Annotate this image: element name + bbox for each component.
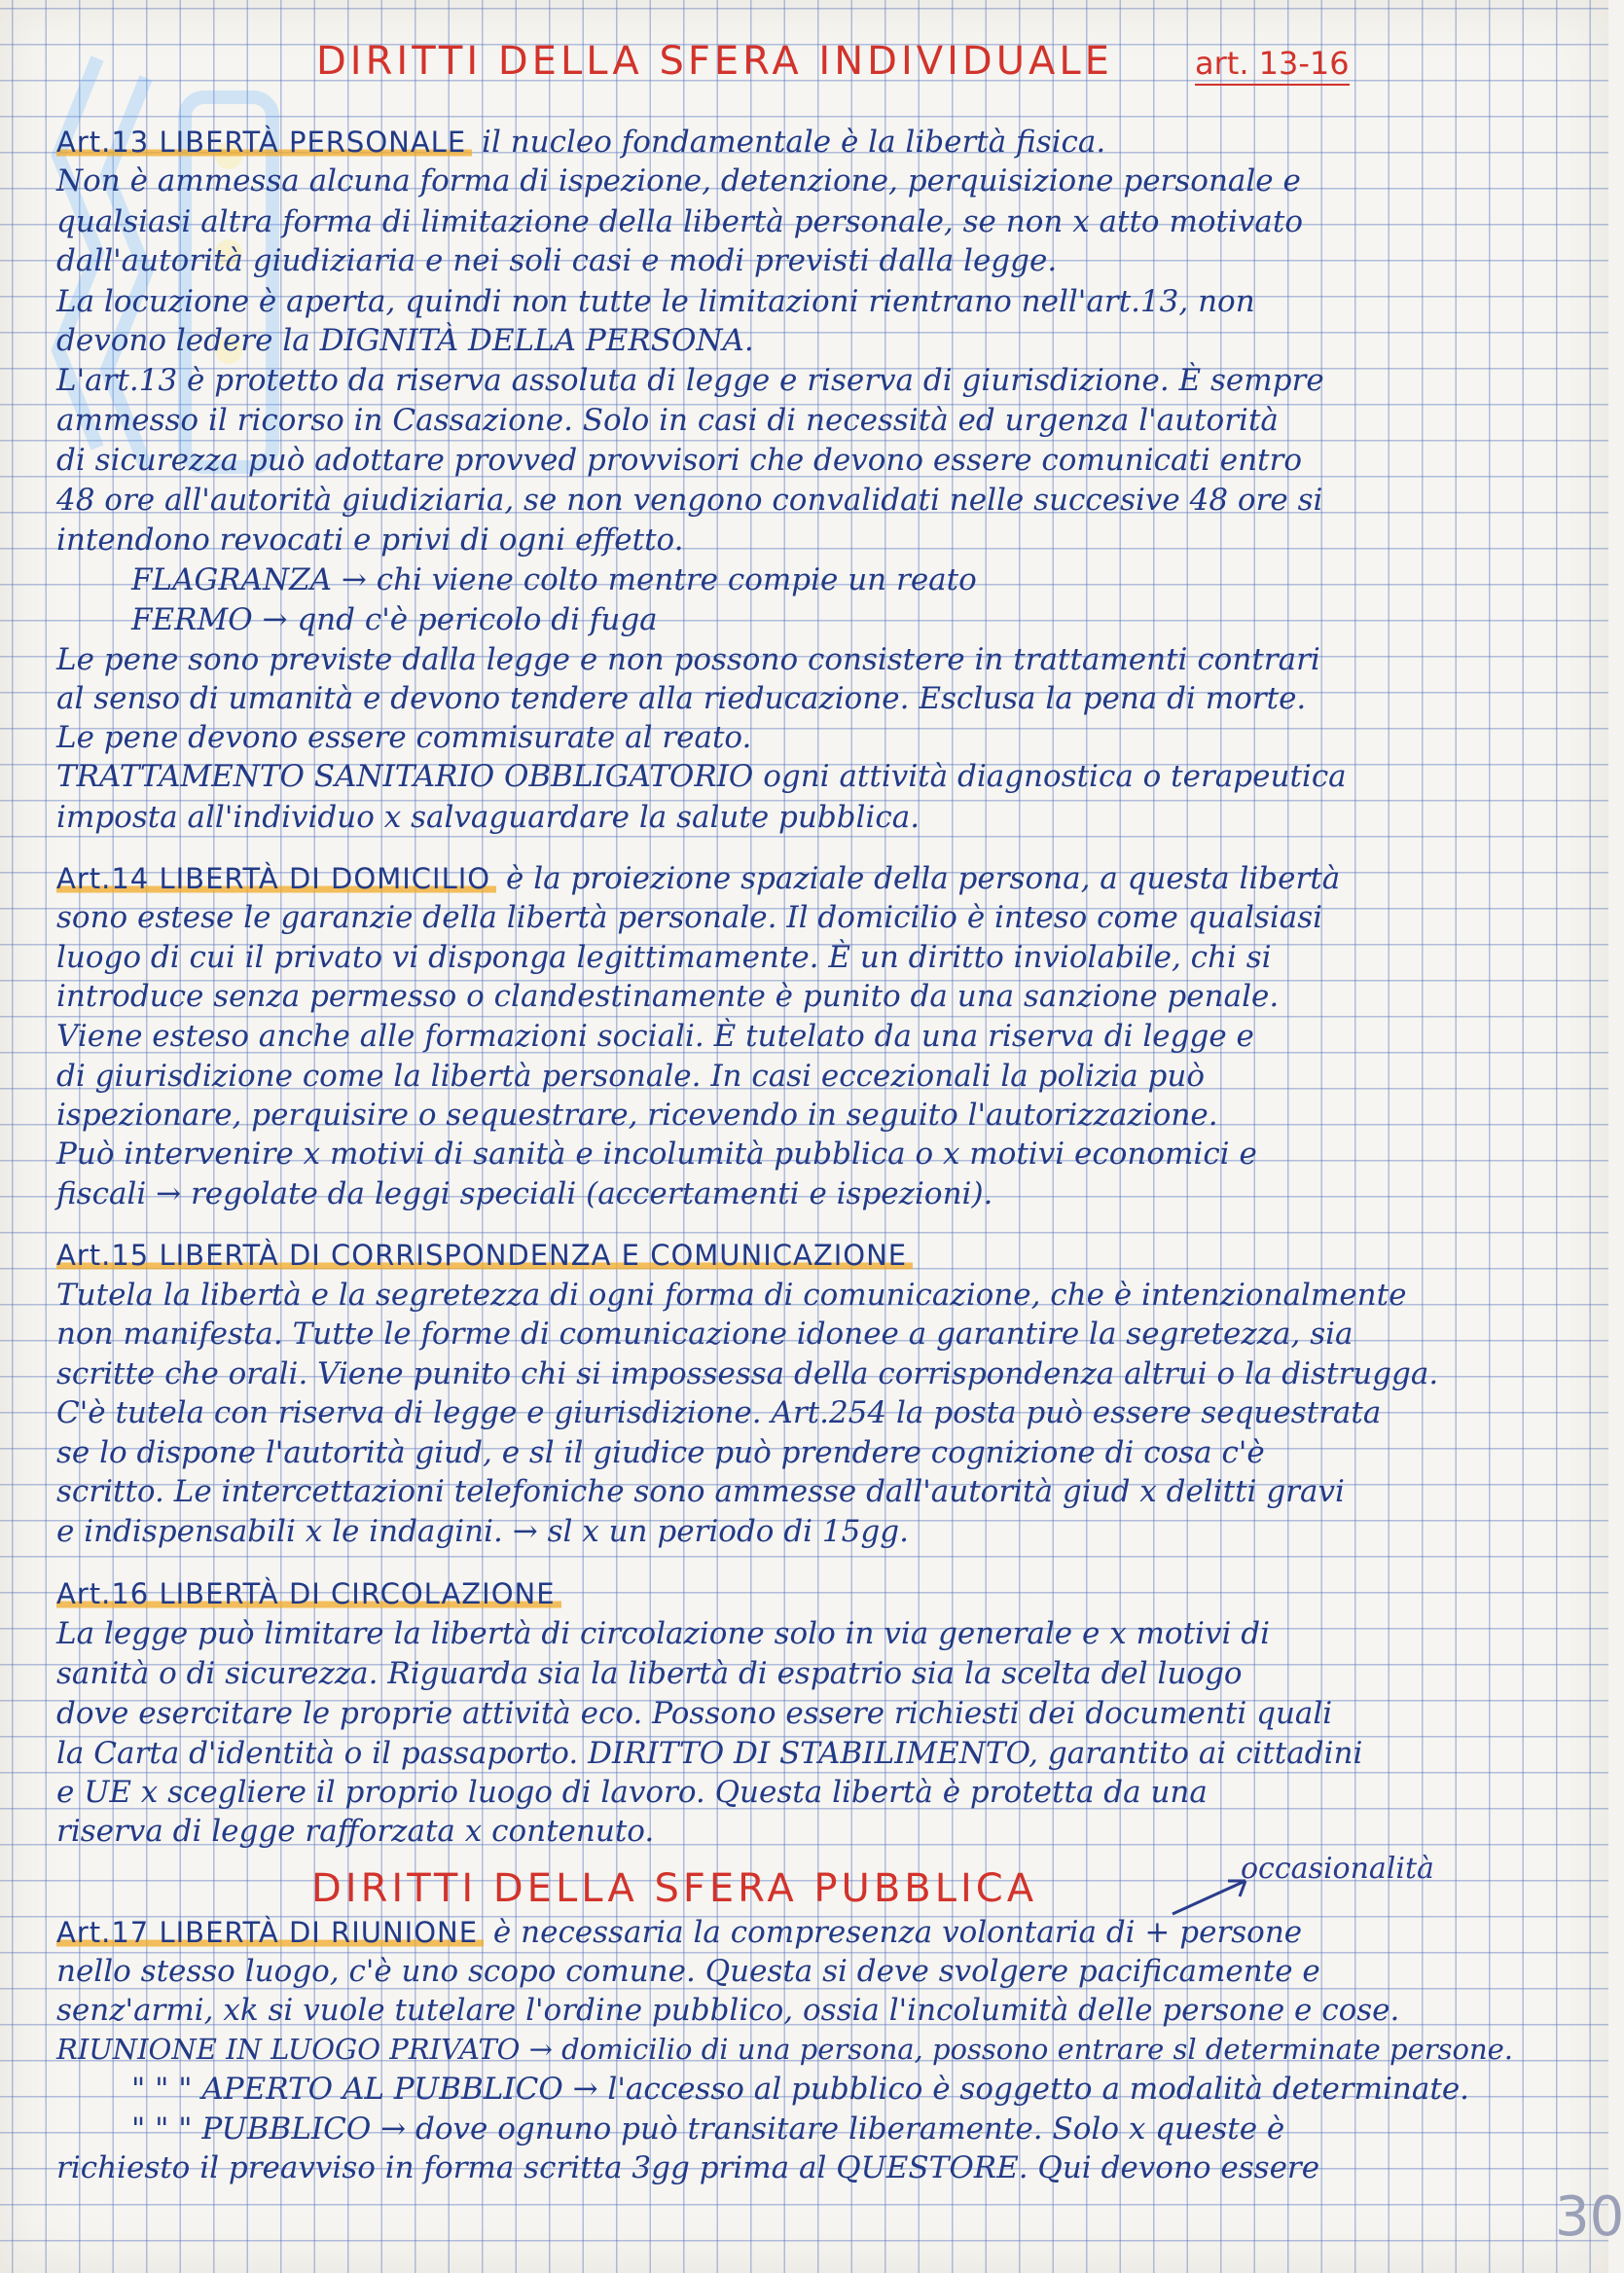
note-line [56, 1656, 1243, 1691]
note-text: dall'autorità giudiziaria e nei soli casi e modi previsti dalla legge. [56, 243, 1058, 278]
article-heading-line [56, 1915, 1302, 1950]
note-line [56, 1954, 1320, 1989]
note-line [56, 2032, 1513, 2067]
note-text: di sicurezza può adottare provved provvisori che devono essere comunicati entro [56, 443, 1302, 478]
note-line [56, 1514, 909, 1549]
note-text: luogo di cui il privato vi disponga legittimamente. È un diritto inviolabile, chi si [56, 940, 1272, 975]
note-text: Può intervenire x motivi di sanità e incolumità pubblica o x motivi economici e [56, 1136, 1257, 1172]
note-line [56, 1993, 1399, 2028]
note-text: al senso di umanità e devono tendere alla rieducazione. Esclusa la pena di morte. [56, 681, 1307, 716]
note-text: La locuzione è aperta, quindi non tutte le limitazioni rientrano nell'art.13, non [56, 284, 1255, 319]
note-text: L'art.13 è protetto da riserva assoluta di legge e riserva di giurisdizione. È sempre [56, 363, 1324, 398]
note-text: dove esercitare le proprie attività eco. Possono essere richiesti dei documenti quali [56, 1696, 1333, 1731]
note-text: " " " PUBBLICO → dove ognuno può transitare liberamente. Solo x queste è [131, 2111, 1285, 2147]
note-text: scritte che orali. Viene punito chi si impossessa della corrispondenza altrui o la distrugga. [56, 1356, 1439, 1391]
note-line [56, 403, 1279, 438]
note-text: senz'armi, xk si vuole tutelare l'ordine pubblico, ossia l'incolumità delle persone e cose. [56, 1993, 1400, 2028]
note-line [131, 2072, 1469, 2107]
note-line [56, 1356, 1438, 1391]
article-heading: Art.14 LIBERTÀ DI DOMICILIO [56, 862, 496, 895]
note-line [56, 1616, 1270, 1651]
page-title: DIRITTI DELLA SFERA INDIVIDUALE [316, 39, 1113, 84]
note-text: di giurisdizione come la libertà personale. In casi eccezionali la polizia può [56, 1059, 1205, 1094]
note-line [56, 1395, 1381, 1430]
note-text: e UE x scegliere il proprio luogo di lavoro. Questa libertà è protetta da una [56, 1775, 1208, 1810]
note-text: C'è tutela con riserva di legge e giurisdizione. Art.254 la posta può essere sequestrata [56, 1395, 1382, 1430]
note-line [56, 900, 1322, 935]
note-text: Tutela la libertà e la segretezza di ogni forma di comunicazione, che è intenzionalmente [56, 1278, 1407, 1313]
note-line [131, 2111, 1284, 2147]
note-text: Le pene devono essere commisurate al reato. [56, 720, 752, 755]
note-line [56, 642, 1320, 677]
note-text: ispezionare, perquisire o sequestrare, ricevendo in seguito l'autorizzazione. [56, 1098, 1218, 1133]
note-text: la Carta d'identità o il passaporto. DIRITTO DI STABILIMENTO, garantito ai cittadini [56, 1736, 1363, 1771]
note-line [56, 243, 1057, 278]
note-text: Non è ammessa alcuna forma di ispezione, detenzione, perquisizione personale e [56, 163, 1301, 198]
article-heading: Art.13 LIBERTÀ PERSONALE [56, 126, 472, 159]
note-text: " " " APERTO AL PUBBLICO → l'accesso al pubblico è soggetto a modalità determinate. [131, 2072, 1470, 2107]
note-text: e indispensabili x le indagini. → sl x un periodo di 15gg. [56, 1514, 909, 1549]
note-line [56, 1696, 1332, 1731]
note-line [56, 979, 1279, 1014]
note-text: 48 ore all'autorità giudiziaria, se non vengono convalidati nelle succesive 48 ore si [56, 483, 1323, 518]
article-heading-line [56, 1238, 913, 1273]
note-line [56, 163, 1301, 198]
note-line [56, 681, 1306, 716]
note-text: intendono revocati e privi di ogni effetto. [56, 523, 684, 558]
note-text: nello stesso luogo, c'è uno scopo comune. Questa si deve svolgere pacificamente e [56, 1954, 1320, 1989]
note-line [131, 602, 658, 637]
note-line [56, 1278, 1406, 1313]
note-text: qualsiasi altra forma di limitazione della libertà personale, se non x atto motivato [56, 204, 1303, 239]
note-text: è necessaria la compresenza volontaria di + persone [484, 1915, 1303, 1950]
note-line [56, 1474, 1345, 1509]
note-line [56, 204, 1303, 239]
note-text: sanità o di sicurezza. Riguarda sia la libertà di espatrio sia la scelta del luogo [56, 1656, 1243, 1691]
note-text: FERMO → qnd c'è pericolo di fuga [131, 602, 658, 637]
note-line [56, 1098, 1218, 1133]
note-text: TRATTAMENTO SANITARIO OBBLIGATORIO ogni attività diagnostica o terapeutica [56, 759, 1347, 794]
note-line [56, 1317, 1353, 1352]
note-text: se lo dispone l'autorità giud, e sl il giudice può prendere cognizione di cosa c'è [56, 1435, 1265, 1470]
article-heading-line [56, 125, 1105, 160]
article-heading: Art.15 LIBERTÀ DI CORRISPONDENZA E COMUNICAZIONE [56, 1239, 913, 1272]
note-line [56, 1176, 992, 1211]
note-line [56, 1775, 1208, 1810]
article-heading: Art.16 LIBERTÀ DI CIRCOLAZIONE [56, 1577, 561, 1610]
note-line [56, 940, 1272, 975]
note-line [56, 1814, 654, 1849]
note-line [56, 1736, 1362, 1771]
note-text: il nucleo fondamentale è la libertà fisica. [472, 125, 1106, 160]
note-text: imposta all'individuo x salvaguardare la salute pubblica. [56, 800, 920, 835]
note-text: è la proiezione spaziale della persona, a questa libertà [496, 861, 1341, 896]
page-number: 30 [1555, 2185, 1624, 2249]
note-text: introduce senza permesso o clandestinamente è punito da una sanzione penale. [56, 979, 1280, 1014]
note-line [56, 483, 1322, 518]
note-text: non manifesta. Tutte le forme di comunicazione idonee a garantire la segretezza, sia [56, 1317, 1353, 1352]
note-line [56, 323, 754, 358]
note-text: sono estese le garanzie della libertà personale. Il domicilio è inteso come qualsiasi [56, 900, 1323, 935]
note-line [131, 562, 977, 597]
note-line [56, 2150, 1319, 2185]
article-heading-line [56, 1576, 561, 1611]
note-line [56, 759, 1347, 794]
note-line [56, 523, 684, 558]
note-text: Viene esteso anche alle formazioni sociali. È tutelato da una riserva di legge e [56, 1019, 1254, 1054]
note-line [56, 1136, 1257, 1172]
note-text: riserva di legge rafforzata x contenuto. [56, 1814, 655, 1849]
article-heading-line [56, 861, 1340, 896]
note-text: La legge può limitare la libertà di circolazione solo in via generale e x motivi di [56, 1616, 1271, 1651]
note-line [56, 443, 1302, 478]
note-text: ammesso il ricorso in Cassazione. Solo in casi di necessità ed urgenza l'autorità [56, 403, 1279, 438]
note-text: scritto. Le intercettazioni telefoniche sono ammesse dall'autorità giud x delitti gravi [56, 1474, 1345, 1509]
note-text: richiesto il preavviso in forma scritta 3gg prima al QUESTORE. Qui devono essere [56, 2150, 1320, 2185]
section-title-public: DIRITTI DELLA SFERA PUBBLICA [311, 1866, 1038, 1911]
note-line [56, 1435, 1265, 1470]
note-line [56, 800, 920, 835]
note-text: Le pene sono previste dalla legge e non possono consistere in trattamenti contrari [56, 642, 1320, 677]
article-heading: Art.17 LIBERTÀ DI RIUNIONE [56, 1916, 484, 1949]
note-line [56, 284, 1255, 319]
note-text: FLAGRANZA → chi viene colto mentre compie un reato [131, 562, 977, 597]
note-text: fiscali → regolate da leggi speciali (accertamenti e ispezioni). [56, 1176, 993, 1211]
note-line [56, 1019, 1254, 1054]
note-line [56, 1059, 1205, 1094]
title-article-range: art. 13-16 [1195, 45, 1350, 86]
note-line [56, 363, 1324, 398]
margin-annotation: occasionalità [1241, 1852, 1434, 1886]
note-text: RIUNIONE IN LUOGO PRIVATO → domicilio di una persona, possono entrare sl determinate persone. [56, 2033, 1514, 2066]
note-line [56, 720, 751, 755]
note-text: devono ledere la DIGNITÀ DELLA PERSONA. [56, 323, 754, 358]
